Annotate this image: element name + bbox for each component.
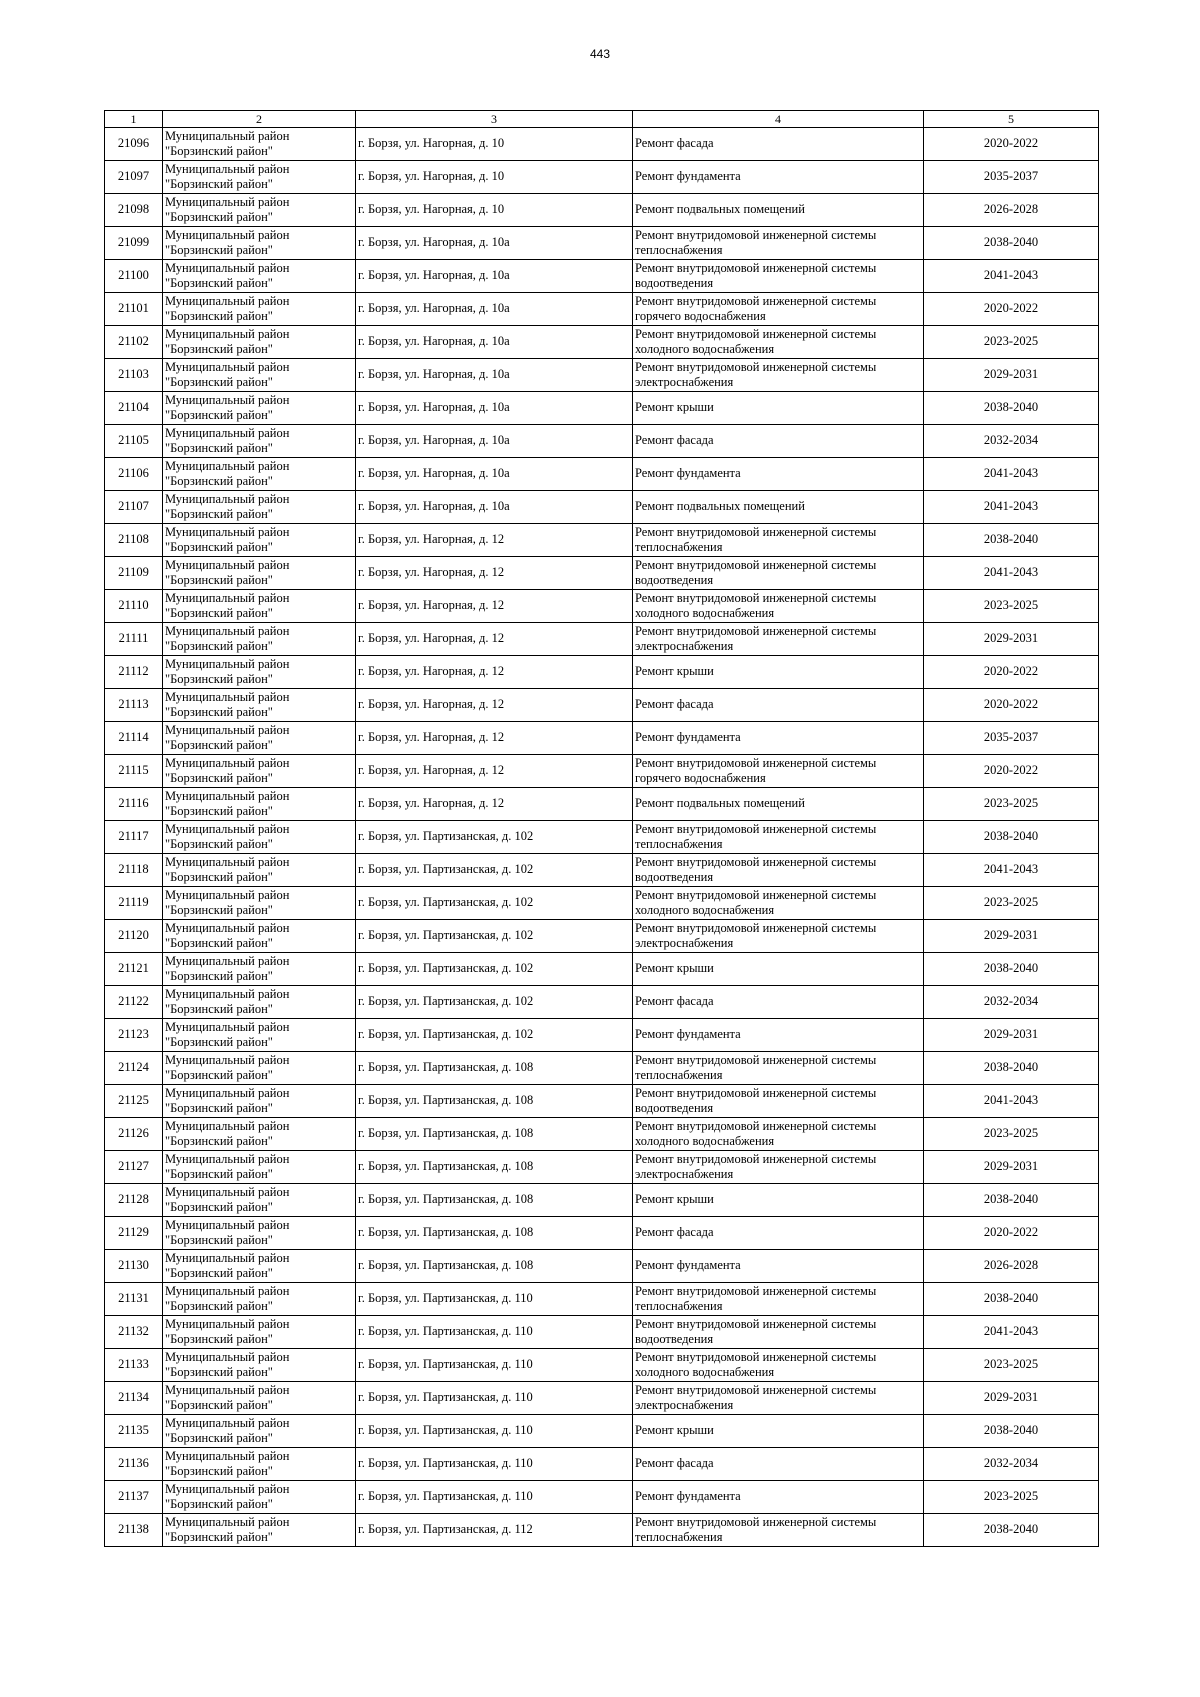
municipality-cell: Муниципальный район "Борзинский район": [163, 458, 356, 491]
period-cell: 2020-2022: [924, 656, 1099, 689]
period-cell: 2038-2040: [924, 1415, 1099, 1448]
table-row: [105, 1052, 1099, 1085]
row-number-cell: 21116: [105, 788, 163, 821]
row-number-cell: 21126: [105, 1118, 163, 1151]
period-cell: 2038-2040: [924, 1052, 1099, 1085]
table-row: [105, 425, 1099, 458]
column-header: 3: [356, 111, 633, 128]
work-type-cell: Ремонт внутридомовой инженерной системы электроснабжения: [633, 1382, 924, 1415]
row-number-cell: 21120: [105, 920, 163, 953]
row-number-cell: 21103: [105, 359, 163, 392]
work-type-cell: Ремонт фасада: [633, 1217, 924, 1250]
work-type-cell: Ремонт внутридомовой инженерной системы водоотведения: [633, 557, 924, 590]
address-cell: г. Борзя, ул. Партизанская, д. 102: [356, 854, 633, 887]
row-number-cell: 21131: [105, 1283, 163, 1316]
address-cell: г. Борзя, ул. Нагорная, д. 12: [356, 623, 633, 656]
period-cell: 2020-2022: [924, 689, 1099, 722]
period-cell: 2029-2031: [924, 1382, 1099, 1415]
row-number-cell: 21125: [105, 1085, 163, 1118]
address-cell: г. Борзя, ул. Нагорная, д. 10: [356, 161, 633, 194]
municipality-cell: Муниципальный район "Борзинский район": [163, 1382, 356, 1415]
row-number-cell: 21096: [105, 128, 163, 161]
address-cell: г. Борзя, ул. Партизанская, д. 112: [356, 1514, 633, 1547]
work-type-cell: Ремонт подвальных помещений: [633, 194, 924, 227]
work-type-cell: Ремонт внутридомовой инженерной системы электроснабжения: [633, 359, 924, 392]
work-type-cell: Ремонт крыши: [633, 1415, 924, 1448]
table-row: [105, 788, 1099, 821]
table-row: [105, 227, 1099, 260]
table-row: [105, 689, 1099, 722]
period-cell: 2023-2025: [924, 887, 1099, 920]
municipality-cell: Муниципальный район "Борзинский район": [163, 524, 356, 557]
table-row: [105, 1250, 1099, 1283]
work-type-cell: Ремонт фундамента: [633, 161, 924, 194]
municipality-cell: Муниципальный район "Борзинский район": [163, 1481, 356, 1514]
table-row: [105, 326, 1099, 359]
row-number-cell: 21137: [105, 1481, 163, 1514]
period-cell: 2038-2040: [924, 953, 1099, 986]
table-row: [105, 1448, 1099, 1481]
municipality-cell: Муниципальный район "Борзинский район": [163, 260, 356, 293]
municipality-cell: Муниципальный район "Борзинский район": [163, 656, 356, 689]
municipality-cell: Муниципальный район "Борзинский район": [163, 1184, 356, 1217]
row-number-cell: 21129: [105, 1217, 163, 1250]
work-type-cell: Ремонт внутридомовой инженерной системы электроснабжения: [633, 623, 924, 656]
address-cell: г. Борзя, ул. Нагорная, д. 10а: [356, 491, 633, 524]
page-number: 443: [589, 47, 611, 61]
address-cell: г. Борзя, ул. Партизанская, д. 102: [356, 887, 633, 920]
table-row: [105, 1118, 1099, 1151]
address-cell: г. Борзя, ул. Партизанская, д. 102: [356, 821, 633, 854]
address-cell: г. Борзя, ул. Партизанская, д. 110: [356, 1448, 633, 1481]
period-cell: 2023-2025: [924, 1349, 1099, 1382]
address-cell: г. Борзя, ул. Партизанская, д. 102: [356, 920, 633, 953]
row-number-cell: 21105: [105, 425, 163, 458]
row-number-cell: 21122: [105, 986, 163, 1019]
row-number-cell: 21127: [105, 1151, 163, 1184]
address-cell: г. Борзя, ул. Партизанская, д. 110: [356, 1316, 633, 1349]
work-type-cell: Ремонт фундамента: [633, 1250, 924, 1283]
address-cell: г. Борзя, ул. Партизанская, д. 102: [356, 986, 633, 1019]
table-row: [105, 128, 1099, 161]
municipality-cell: Муниципальный район "Борзинский район": [163, 1151, 356, 1184]
table-row: [105, 1151, 1099, 1184]
address-cell: г. Борзя, ул. Нагорная, д. 12: [356, 788, 633, 821]
table-row: [105, 392, 1099, 425]
period-cell: 2029-2031: [924, 1151, 1099, 1184]
address-cell: г. Борзя, ул. Партизанская, д. 102: [356, 953, 633, 986]
row-number-cell: 21124: [105, 1052, 163, 1085]
municipality-cell: Муниципальный район "Борзинский район": [163, 1118, 356, 1151]
row-number-cell: 21132: [105, 1316, 163, 1349]
table-row: [105, 491, 1099, 524]
row-number-cell: 21098: [105, 194, 163, 227]
period-cell: 2038-2040: [924, 1184, 1099, 1217]
period-cell: 2023-2025: [924, 590, 1099, 623]
municipality-cell: Муниципальный район "Борзинский район": [163, 1250, 356, 1283]
address-cell: г. Борзя, ул. Партизанская, д. 110: [356, 1481, 633, 1514]
repair-schedule-table: [104, 110, 1099, 1547]
work-type-cell: Ремонт фасада: [633, 986, 924, 1019]
period-cell: 2023-2025: [924, 1118, 1099, 1151]
municipality-cell: Муниципальный район "Борзинский район": [163, 1283, 356, 1316]
table-row: [105, 1316, 1099, 1349]
work-type-cell: Ремонт фундамента: [633, 458, 924, 491]
address-cell: г. Борзя, ул. Нагорная, д. 10а: [356, 359, 633, 392]
municipality-cell: Муниципальный район "Борзинский район": [163, 425, 356, 458]
period-cell: 2029-2031: [924, 359, 1099, 392]
table-row: [105, 1283, 1099, 1316]
row-number-cell: 21135: [105, 1415, 163, 1448]
table-row: [105, 1349, 1099, 1382]
work-type-cell: Ремонт внутридомовой инженерной системы теплоснабжения: [633, 524, 924, 557]
row-number-cell: 21128: [105, 1184, 163, 1217]
row-number-cell: 21117: [105, 821, 163, 854]
work-type-cell: Ремонт внутридомовой инженерной системы электроснабжения: [633, 1151, 924, 1184]
table-row: [105, 590, 1099, 623]
municipality-cell: Муниципальный район "Борзинский район": [163, 953, 356, 986]
table-row: [105, 1085, 1099, 1118]
work-type-cell: Ремонт внутридомовой инженерной системы теплоснабжения: [633, 821, 924, 854]
period-cell: 2023-2025: [924, 1481, 1099, 1514]
column-header: 5: [924, 111, 1099, 128]
row-number-cell: 21134: [105, 1382, 163, 1415]
row-number-cell: 21110: [105, 590, 163, 623]
municipality-cell: Муниципальный район "Борзинский район": [163, 1316, 356, 1349]
work-type-cell: Ремонт крыши: [633, 953, 924, 986]
period-cell: 2020-2022: [924, 128, 1099, 161]
municipality-cell: Муниципальный район "Борзинский район": [163, 128, 356, 161]
table-body: [105, 111, 1099, 1547]
address-cell: г. Борзя, ул. Партизанская, д. 108: [356, 1118, 633, 1151]
address-cell: г. Борзя, ул. Партизанская, д. 108: [356, 1217, 633, 1250]
municipality-cell: Муниципальный район "Борзинский район": [163, 392, 356, 425]
municipality-cell: Муниципальный район "Борзинский район": [163, 722, 356, 755]
table-row: [105, 821, 1099, 854]
address-cell: г. Борзя, ул. Партизанская, д. 110: [356, 1382, 633, 1415]
table-row: [105, 1514, 1099, 1547]
period-cell: 2038-2040: [924, 1514, 1099, 1547]
row-number-cell: 21108: [105, 524, 163, 557]
period-cell: 2038-2040: [924, 1283, 1099, 1316]
address-cell: г. Борзя, ул. Нагорная, д. 10а: [356, 227, 633, 260]
column-header: 1: [105, 111, 163, 128]
row-number-cell: 21099: [105, 227, 163, 260]
address-cell: г. Борзя, ул. Нагорная, д. 10а: [356, 260, 633, 293]
period-cell: 2032-2034: [924, 425, 1099, 458]
work-type-cell: Ремонт крыши: [633, 392, 924, 425]
table-row: [105, 623, 1099, 656]
table-row: [105, 1019, 1099, 1052]
municipality-cell: Муниципальный район "Борзинский район": [163, 1415, 356, 1448]
period-cell: 2029-2031: [924, 623, 1099, 656]
table-row: [105, 1217, 1099, 1250]
column-header: 2: [163, 111, 356, 128]
municipality-cell: Муниципальный район "Борзинский район": [163, 755, 356, 788]
period-cell: 2029-2031: [924, 920, 1099, 953]
row-number-cell: 21133: [105, 1349, 163, 1382]
row-number-cell: 21102: [105, 326, 163, 359]
municipality-cell: Муниципальный район "Борзинский район": [163, 920, 356, 953]
municipality-cell: Муниципальный район "Борзинский район": [163, 1085, 356, 1118]
table-row: [105, 260, 1099, 293]
row-number-cell: 21118: [105, 854, 163, 887]
address-cell: г. Борзя, ул. Нагорная, д. 12: [356, 722, 633, 755]
address-cell: г. Борзя, ул. Партизанская, д. 108: [356, 1085, 633, 1118]
municipality-cell: Муниципальный район "Борзинский район": [163, 491, 356, 524]
municipality-cell: Муниципальный район "Борзинский район": [163, 1217, 356, 1250]
municipality-cell: Муниципальный район "Борзинский район": [163, 359, 356, 392]
address-cell: г. Борзя, ул. Партизанская, д. 108: [356, 1052, 633, 1085]
work-type-cell: Ремонт фасада: [633, 1448, 924, 1481]
table-row: [105, 986, 1099, 1019]
period-cell: 2041-2043: [924, 557, 1099, 590]
work-type-cell: Ремонт фундамента: [633, 1481, 924, 1514]
table-row: [105, 755, 1099, 788]
address-cell: г. Борзя, ул. Нагорная, д. 10а: [356, 425, 633, 458]
address-cell: г. Борзя, ул. Партизанская, д. 108: [356, 1250, 633, 1283]
address-cell: г. Борзя, ул. Нагорная, д. 12: [356, 557, 633, 590]
row-number-cell: 21114: [105, 722, 163, 755]
row-number-cell: 21121: [105, 953, 163, 986]
work-type-cell: Ремонт внутридомовой инженерной системы теплоснабжения: [633, 227, 924, 260]
period-cell: 2041-2043: [924, 1085, 1099, 1118]
municipality-cell: Муниципальный район "Борзинский район": [163, 1052, 356, 1085]
municipality-cell: Муниципальный район "Борзинский район": [163, 326, 356, 359]
period-cell: 2041-2043: [924, 854, 1099, 887]
period-cell: 2038-2040: [924, 227, 1099, 260]
row-number-cell: 21100: [105, 260, 163, 293]
period-cell: 2038-2040: [924, 392, 1099, 425]
work-type-cell: Ремонт внутридомовой инженерной системы теплоснабжения: [633, 1283, 924, 1316]
municipality-cell: Муниципальный район "Борзинский район": [163, 821, 356, 854]
period-cell: 2023-2025: [924, 788, 1099, 821]
work-type-cell: Ремонт фасада: [633, 689, 924, 722]
work-type-cell: Ремонт внутридомовой инженерной системы теплоснабжения: [633, 1514, 924, 1547]
table-row: [105, 1184, 1099, 1217]
period-cell: 2032-2034: [924, 1448, 1099, 1481]
municipality-cell: Муниципальный район "Борзинский район": [163, 986, 356, 1019]
work-type-cell: Ремонт крыши: [633, 1184, 924, 1217]
address-cell: г. Борзя, ул. Нагорная, д. 12: [356, 755, 633, 788]
address-cell: г. Борзя, ул. Нагорная, д. 10а: [356, 326, 633, 359]
work-type-cell: Ремонт внутридомовой инженерной системы холодного водоснабжения: [633, 326, 924, 359]
period-cell: 2038-2040: [924, 524, 1099, 557]
work-type-cell: Ремонт внутридомовой инженерной системы водоотведения: [633, 854, 924, 887]
table-row: [105, 1382, 1099, 1415]
work-type-cell: Ремонт внутридомовой инженерной системы холодного водоснабжения: [633, 590, 924, 623]
period-cell: 2041-2043: [924, 458, 1099, 491]
column-header: 4: [633, 111, 924, 128]
row-number-cell: 21112: [105, 656, 163, 689]
address-cell: г. Борзя, ул. Партизанская, д. 108: [356, 1184, 633, 1217]
address-cell: г. Борзя, ул. Нагорная, д. 12: [356, 689, 633, 722]
address-cell: г. Борзя, ул. Нагорная, д. 12: [356, 656, 633, 689]
municipality-cell: Муниципальный район "Борзинский район": [163, 557, 356, 590]
address-cell: г. Борзя, ул. Нагорная, д. 12: [356, 524, 633, 557]
table-row: [105, 293, 1099, 326]
row-number-cell: 21123: [105, 1019, 163, 1052]
table-row: [105, 920, 1099, 953]
period-cell: 2041-2043: [924, 491, 1099, 524]
work-type-cell: Ремонт внутридомовой инженерной системы холодного водоснабжения: [633, 887, 924, 920]
period-cell: 2041-2043: [924, 260, 1099, 293]
table-row: [105, 458, 1099, 491]
address-cell: г. Борзя, ул. Нагорная, д. 10: [356, 194, 633, 227]
municipality-cell: Муниципальный район "Борзинский район": [163, 1448, 356, 1481]
work-type-cell: Ремонт подвальных помещений: [633, 788, 924, 821]
address-cell: г. Борзя, ул. Партизанская, д. 102: [356, 1019, 633, 1052]
table-row: [105, 854, 1099, 887]
period-cell: 2020-2022: [924, 755, 1099, 788]
table-row: [105, 557, 1099, 590]
work-type-cell: Ремонт подвальных помещений: [633, 491, 924, 524]
period-cell: 2020-2022: [924, 1217, 1099, 1250]
address-cell: г. Борзя, ул. Партизанская, д. 108: [356, 1151, 633, 1184]
work-type-cell: Ремонт фундамента: [633, 1019, 924, 1052]
address-cell: г. Борзя, ул. Партизанская, д. 110: [356, 1415, 633, 1448]
table-row: [105, 1415, 1099, 1448]
work-type-cell: Ремонт внутридомовой инженерной системы электроснабжения: [633, 920, 924, 953]
period-cell: 2038-2040: [924, 821, 1099, 854]
row-number-cell: 21113: [105, 689, 163, 722]
row-number-cell: 21111: [105, 623, 163, 656]
address-cell: г. Борзя, ул. Партизанская, д. 110: [356, 1349, 633, 1382]
work-type-cell: Ремонт внутридомовой инженерной системы горячего водоснабжения: [633, 293, 924, 326]
row-number-cell: 21101: [105, 293, 163, 326]
work-type-cell: Ремонт внутридомовой инженерной системы теплоснабжения: [633, 1052, 924, 1085]
municipality-cell: Муниципальный район "Борзинский район": [163, 1514, 356, 1547]
table-row: [105, 656, 1099, 689]
row-number-cell: 21109: [105, 557, 163, 590]
table-row: [105, 953, 1099, 986]
period-cell: 2035-2037: [924, 161, 1099, 194]
municipality-cell: Муниципальный район "Борзинский район": [163, 1019, 356, 1052]
work-type-cell: Ремонт внутридомовой инженерной системы холодного водоснабжения: [633, 1118, 924, 1151]
address-cell: г. Борзя, ул. Нагорная, д. 10а: [356, 392, 633, 425]
municipality-cell: Муниципальный район "Борзинский район": [163, 590, 356, 623]
table-row: [105, 1481, 1099, 1514]
municipality-cell: Муниципальный район "Борзинский район": [163, 887, 356, 920]
row-number-cell: 21119: [105, 887, 163, 920]
municipality-cell: Муниципальный район "Борзинский район": [163, 1349, 356, 1382]
address-cell: г. Борзя, ул. Нагорная, д. 10: [356, 128, 633, 161]
municipality-cell: Муниципальный район "Борзинский район": [163, 788, 356, 821]
municipality-cell: Муниципальный район "Борзинский район": [163, 227, 356, 260]
period-cell: 2023-2025: [924, 326, 1099, 359]
municipality-cell: Муниципальный район "Борзинский район": [163, 854, 356, 887]
table-row: [105, 887, 1099, 920]
municipality-cell: Муниципальный район "Борзинский район": [163, 161, 356, 194]
table-row: [105, 359, 1099, 392]
period-cell: 2020-2022: [924, 293, 1099, 326]
work-type-cell: Ремонт внутридомовой инженерной системы водоотведения: [633, 1316, 924, 1349]
work-type-cell: Ремонт внутридомовой инженерной системы водоотведения: [633, 260, 924, 293]
work-type-cell: Ремонт фундамента: [633, 722, 924, 755]
row-number-cell: 21130: [105, 1250, 163, 1283]
row-number-cell: 21106: [105, 458, 163, 491]
work-type-cell: Ремонт крыши: [633, 656, 924, 689]
row-number-cell: 21136: [105, 1448, 163, 1481]
work-type-cell: Ремонт фасада: [633, 128, 924, 161]
table-row: [105, 194, 1099, 227]
row-number-cell: 21097: [105, 161, 163, 194]
work-type-cell: Ремонт внутридомовой инженерной системы горячего водоснабжения: [633, 755, 924, 788]
address-cell: г. Борзя, ул. Партизанская, д. 110: [356, 1283, 633, 1316]
period-cell: 2032-2034: [924, 986, 1099, 1019]
work-type-cell: Ремонт фасада: [633, 425, 924, 458]
period-cell: 2041-2043: [924, 1316, 1099, 1349]
address-cell: г. Борзя, ул. Нагорная, д. 10а: [356, 458, 633, 491]
row-number-cell: 21138: [105, 1514, 163, 1547]
period-cell: 2026-2028: [924, 194, 1099, 227]
row-number-cell: 21107: [105, 491, 163, 524]
municipality-cell: Муниципальный район "Борзинский район": [163, 623, 356, 656]
municipality-cell: Муниципальный район "Борзинский район": [163, 194, 356, 227]
period-cell: 2029-2031: [924, 1019, 1099, 1052]
row-number-cell: 21115: [105, 755, 163, 788]
address-cell: г. Борзя, ул. Нагорная, д. 10а: [356, 293, 633, 326]
period-cell: 2035-2037: [924, 722, 1099, 755]
table-row: [105, 161, 1099, 194]
work-type-cell: Ремонт внутридомовой инженерной системы холодного водоснабжения: [633, 1349, 924, 1382]
municipality-cell: Муниципальный район "Борзинский район": [163, 689, 356, 722]
row-number-cell: 21104: [105, 392, 163, 425]
work-type-cell: Ремонт внутридомовой инженерной системы водоотведения: [633, 1085, 924, 1118]
table-row: [105, 524, 1099, 557]
period-cell: 2026-2028: [924, 1250, 1099, 1283]
table-row: [105, 722, 1099, 755]
table-header-row: [105, 111, 1099, 128]
municipality-cell: Муниципальный район "Борзинский район": [163, 293, 356, 326]
address-cell: г. Борзя, ул. Нагорная, д. 12: [356, 590, 633, 623]
